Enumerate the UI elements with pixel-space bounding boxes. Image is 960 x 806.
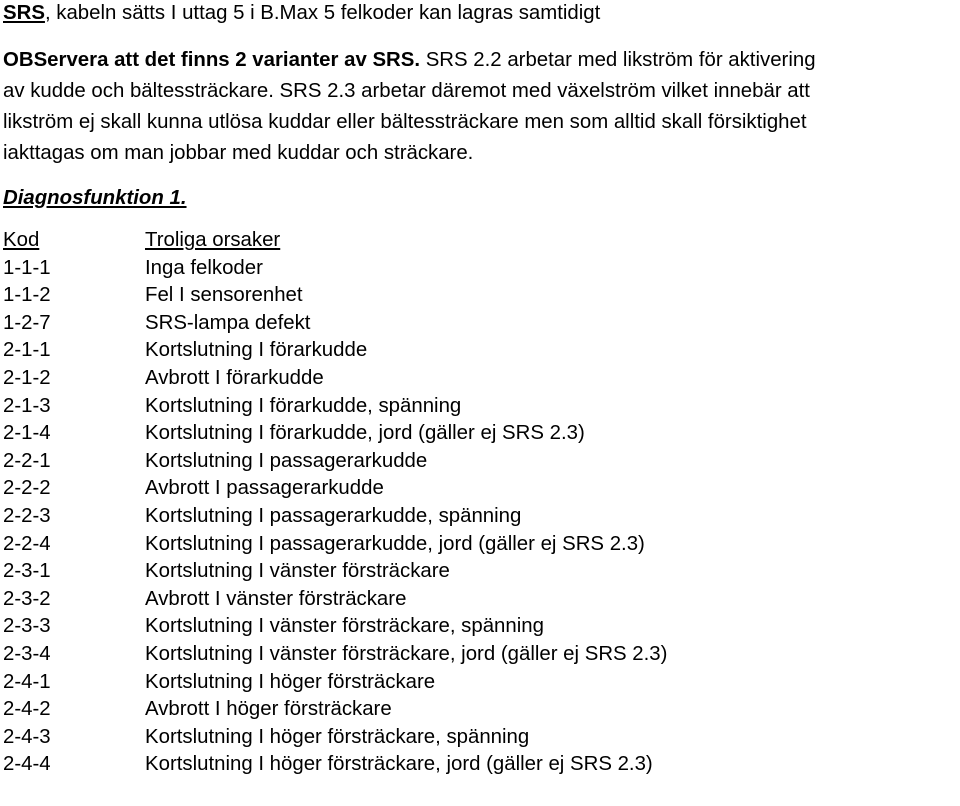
fault-code: 2-3-4 [3,642,51,665]
table-row [3,751,957,779]
fault-cause: Fel I sensorenhet [145,284,303,307]
header-line [3,0,957,28]
fault-cause: Kortslutning I höger försträckare, jord (gäller ej SRS 2.3) [145,753,653,776]
fault-cause: Avbrott I höger försträckare [145,698,392,721]
fault-code: 1-1-1 [3,256,51,279]
note-bold-prefix: OBServera att det finns 2 varianter av SRS. [3,48,421,71]
fault-cause: Kortslutning I passagerarkudde, jord (gäller ej SRS 2.3) [145,532,645,555]
fault-code: 2-1-4 [3,422,51,445]
note-line-2: av kudde och bältessträckare. SRS 2.3 arbetar däremot med växelström vilket innebär att [3,79,810,102]
fault-code: 2-2-1 [3,449,51,472]
fault-cause: Kortslutning I höger försträckare, spänning [145,725,530,748]
fault-code: 2-4-2 [3,698,51,721]
fault-cause: Kortslutning I förarkudde, jord (gäller ej SRS 2.3) [145,422,585,445]
header-code: Kod [3,229,40,251]
note-line-4: iakttagas om man jobbar med kuddar och sträckare. [3,141,474,164]
table-row [3,696,957,724]
fault-cause: Kortslutning I passagerarkudde, spänning [145,504,522,527]
table-row [3,724,957,752]
fault-code: 2-1-1 [3,339,51,362]
fault-cause: Kortslutning I vänster försträckare [145,560,450,583]
fault-code: 2-3-3 [3,615,51,638]
table-row [3,420,957,448]
fault-code: 2-2-4 [3,532,51,555]
table-row [3,641,957,669]
fault-cause: Avbrott I passagerarkudde [145,477,384,500]
note-paragraph [3,45,957,169]
fault-code: 1-1-2 [3,284,51,307]
fault-cause: SRS-lampa defekt [145,311,311,334]
fault-cause: Inga felkoder [145,256,263,279]
table-row [3,282,957,310]
table-row [3,337,957,365]
fault-cause: Avbrott I vänster försträckare [145,587,407,610]
table-row [3,558,957,586]
table-row [3,613,957,641]
fault-code: 2-4-3 [3,725,51,748]
fault-code: 2-4-4 [3,753,51,776]
document-page [3,0,957,779]
header-rest: , kabeln sätts I uttag 5 i B.Max 5 felkoder kan lagras samtidigt [44,2,601,24]
fault-cause: Kortslutning I vänster försträckare, jord (gäller ej SRS 2.3) [145,642,668,665]
fault-code: 2-2-3 [3,504,51,527]
fault-code-table [3,227,957,779]
fault-code: 2-3-2 [3,587,51,610]
fault-cause: Kortslutning I passagerarkudde [145,449,428,472]
fault-cause: Avbrott I förarkudde [145,366,324,389]
table-row [3,393,957,421]
fault-code: 1-2-7 [3,311,51,334]
header-cause: Troliga orsaker [145,229,281,251]
fault-code: 2-1-3 [3,394,51,417]
note-line-3: likström ej skall kunna utlösa kuddar eller bältessträckare men som alltid skall försiktighet [3,110,807,133]
note-line-1 [3,45,957,76]
table-row [3,503,957,531]
table-row [3,448,957,476]
table-body [3,255,957,779]
table-row [3,475,957,503]
fault-cause: Kortslutning I höger försträckare [145,670,436,693]
table-row [3,310,957,338]
fault-cause: Kortslutning I förarkudde [145,339,368,362]
fault-code: 2-4-1 [3,670,51,693]
header-srs: SRS [3,2,45,24]
fault-code: 2-3-1 [3,560,51,583]
fault-cause: Kortslutning I förarkudde, spänning [145,394,462,417]
fault-code: 2-1-2 [3,366,51,389]
section-title: Diagnosfunktion 1. [3,186,187,209]
note-line-1-text: SRS 2.2 arbetar med likström för aktivering [420,48,816,71]
fault-code: 2-2-2 [3,477,51,500]
fault-cause: Kortslutning I vänster försträckare, spänning [145,615,544,638]
table-header-row [3,227,957,255]
table-row [3,255,957,283]
table-row [3,669,957,697]
table-row [3,365,957,393]
table-row [3,586,957,614]
table-row [3,531,957,559]
